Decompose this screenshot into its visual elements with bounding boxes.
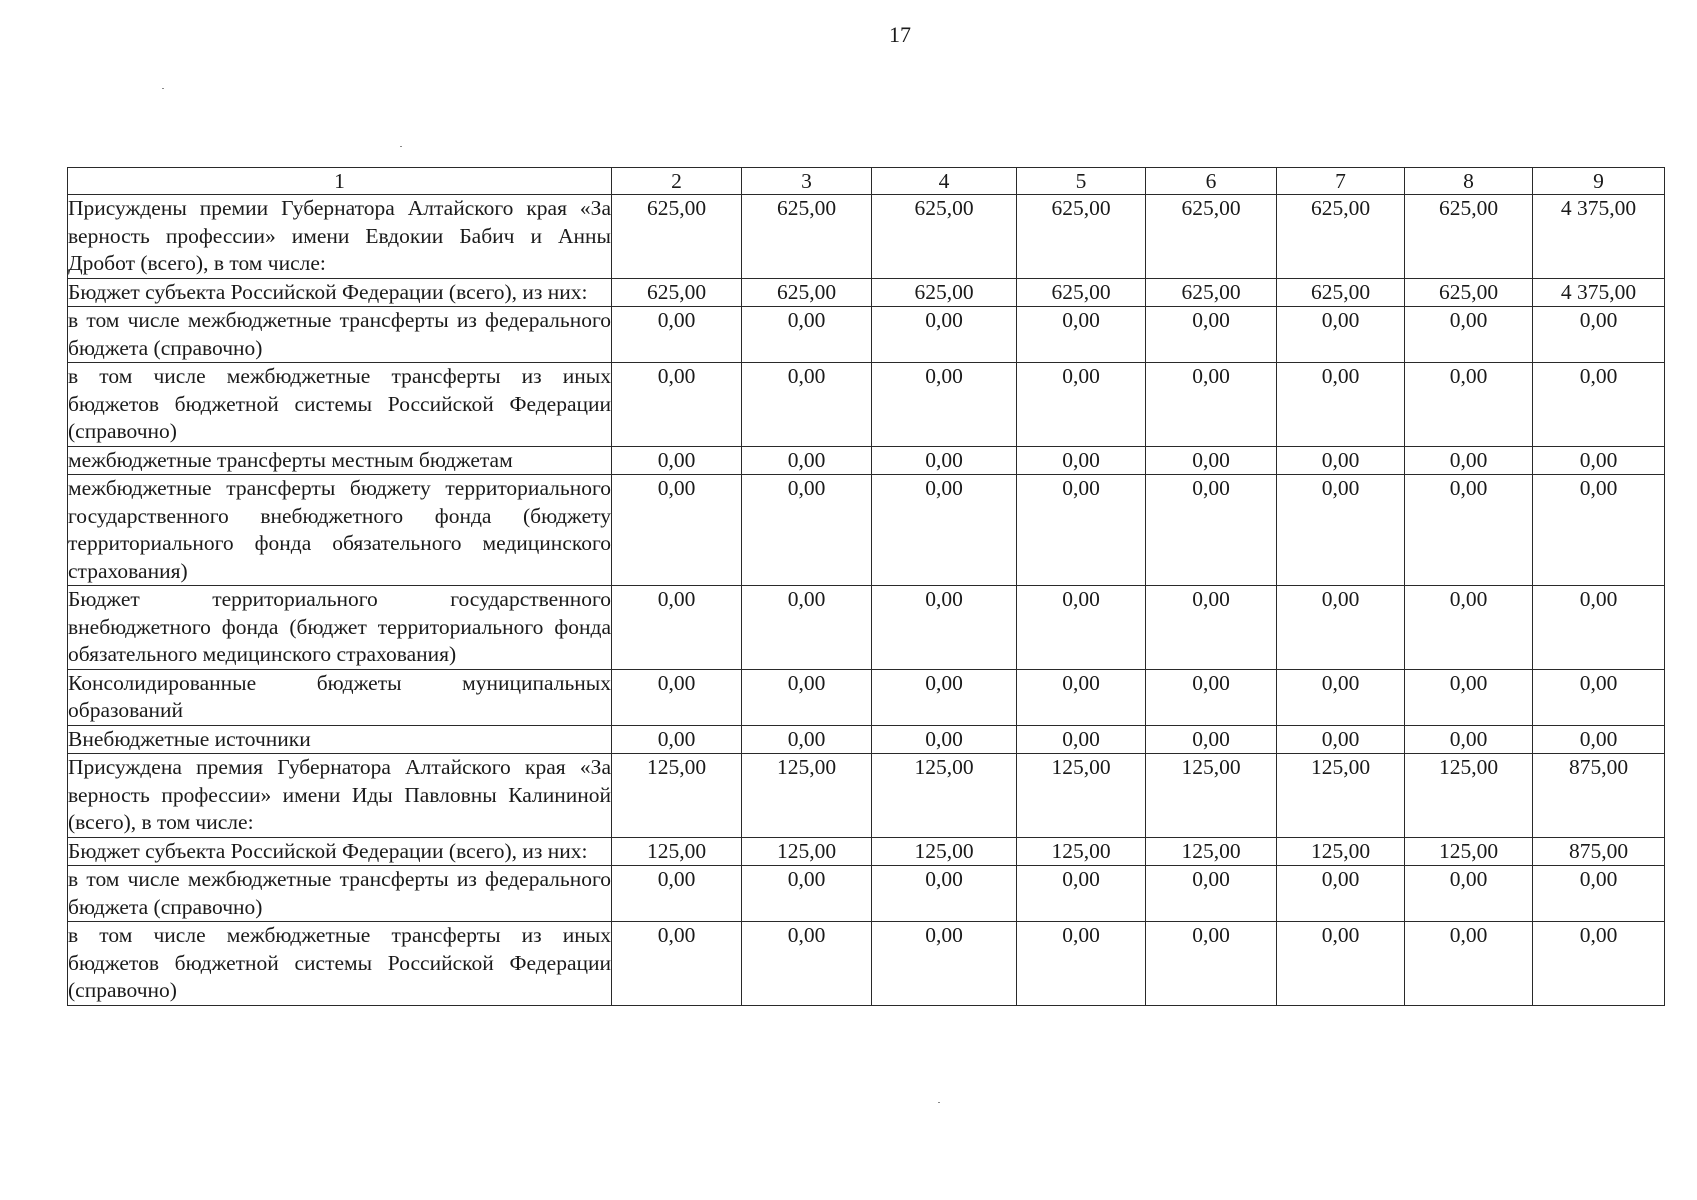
row-label: Внебюджетные источники [68,725,612,754]
row-value-cell: 625,00 [742,195,872,279]
row-total-cell: 0,00 [1533,475,1665,586]
row-value-cell: 0,00 [1277,586,1405,670]
row-value-cell: 0,00 [1405,922,1533,1006]
row-value-cell: 0,00 [1405,475,1533,586]
row-label: межбюджетные трансферты бюджету территориального государственного внебюджетного фонда (бюджету территориального фонда обязательного медицинского страхования) [68,475,612,586]
row-value-cell: 0,00 [1146,866,1277,922]
row-value-cell: 0,00 [872,475,1017,586]
row-value-cell: 625,00 [612,278,742,307]
row-label: межбюджетные трансферты местным бюджетам [68,446,612,475]
row-value-cell: 125,00 [612,754,742,838]
row-total-cell: 0,00 [1533,669,1665,725]
row-total-cell: 0,00 [1533,307,1665,363]
row-value-cell: 0,00 [1146,922,1277,1006]
row-total-cell: 0,00 [1533,363,1665,447]
row-value-cell: 625,00 [872,278,1017,307]
row-value-cell: 0,00 [612,669,742,725]
table-row [68,669,1665,725]
row-label: в том числе межбюджетные трансферты из федерального бюджета (справочно) [68,307,612,363]
table-row [68,837,1665,866]
row-value-cell: 0,00 [612,922,742,1006]
row-value-cell: 125,00 [742,754,872,838]
scan-speck [938,1102,940,1103]
row-value-cell: 0,00 [1017,475,1146,586]
scan-speck [162,88,164,89]
header-row [68,168,1665,195]
row-value-cell: 0,00 [742,363,872,447]
row-value-cell: 0,00 [1146,446,1277,475]
row-value-cell: 0,00 [1277,866,1405,922]
row-value-cell: 0,00 [1405,866,1533,922]
column-header-7: 7 [1277,168,1405,195]
row-label: Бюджет субъекта Российской Федерации (всего), из них: [68,278,612,307]
row-value-cell: 0,00 [872,586,1017,670]
row-value-cell: 0,00 [742,725,872,754]
row-value-cell: 0,00 [742,922,872,1006]
row-total-cell: 0,00 [1533,586,1665,670]
row-value-cell: 0,00 [612,866,742,922]
row-value-cell: 125,00 [1277,754,1405,838]
table-row [68,307,1665,363]
column-header-9: 9 [1533,168,1665,195]
column-header-3: 3 [742,168,872,195]
row-value-cell: 625,00 [1277,278,1405,307]
row-value-cell: 125,00 [872,754,1017,838]
row-value-cell: 625,00 [612,195,742,279]
row-value-cell: 0,00 [872,307,1017,363]
row-value-cell: 625,00 [1405,195,1533,279]
row-value-cell: 0,00 [612,307,742,363]
row-total-cell: 0,00 [1533,922,1665,1006]
row-value-cell: 0,00 [1405,725,1533,754]
row-value-cell: 0,00 [742,669,872,725]
row-total-cell: 4 375,00 [1533,195,1665,279]
budget-table [67,167,1665,1006]
row-value-cell: 125,00 [742,837,872,866]
row-value-cell: 0,00 [1405,669,1533,725]
row-value-cell: 0,00 [1277,363,1405,447]
row-value-cell: 0,00 [872,363,1017,447]
table-body [68,195,1665,1006]
row-value-cell: 0,00 [1146,363,1277,447]
row-value-cell: 0,00 [872,922,1017,1006]
row-value-cell: 0,00 [1405,446,1533,475]
row-label: Присуждены премии Губернатора Алтайского края «За верность профессии» имени Евдокии Бабич и Анны Дробот (всего), в том числе: [68,195,612,279]
table-row [68,446,1665,475]
row-label: в том числе межбюджетные трансферты из иных бюджетов бюджетной системы Российской Федерации (справочно) [68,363,612,447]
column-header-2: 2 [612,168,742,195]
row-value-cell: 0,00 [612,475,742,586]
row-value-cell: 125,00 [1017,754,1146,838]
row-value-cell: 0,00 [742,866,872,922]
row-value-cell: 0,00 [1017,363,1146,447]
row-value-cell: 0,00 [1146,475,1277,586]
row-value-cell: 125,00 [1146,837,1277,866]
row-value-cell: 625,00 [1405,278,1533,307]
row-value-cell: 625,00 [1277,195,1405,279]
table-row [68,922,1665,1006]
row-value-cell: 0,00 [1146,307,1277,363]
row-value-cell: 0,00 [1017,725,1146,754]
scan-speck [400,146,402,147]
row-value-cell: 0,00 [742,446,872,475]
row-value-cell: 125,00 [1017,837,1146,866]
row-value-cell: 125,00 [1277,837,1405,866]
row-value-cell: 125,00 [1146,754,1277,838]
row-total-cell: 0,00 [1533,866,1665,922]
row-value-cell: 0,00 [612,725,742,754]
table-row [68,754,1665,838]
row-label: в том числе межбюджетные трансферты из федерального бюджета (справочно) [68,866,612,922]
row-value-cell: 0,00 [742,307,872,363]
row-value-cell: 625,00 [1146,278,1277,307]
row-value-cell: 0,00 [1277,725,1405,754]
page-number: 17 [889,22,911,47]
row-total-cell: 0,00 [1533,725,1665,754]
row-value-cell: 0,00 [872,669,1017,725]
row-value-cell: 0,00 [872,446,1017,475]
row-value-cell: 0,00 [1277,446,1405,475]
row-value-cell: 0,00 [1017,866,1146,922]
row-value-cell: 625,00 [1017,278,1146,307]
row-value-cell: 0,00 [1017,446,1146,475]
row-value-cell: 0,00 [612,446,742,475]
row-label: Бюджет территориального государственного внебюджетного фонда (бюджет территориального фонда обязательного медицинского страхования) [68,586,612,670]
row-total-cell: 875,00 [1533,837,1665,866]
row-value-cell: 0,00 [1405,307,1533,363]
row-value-cell: 0,00 [612,586,742,670]
column-header-5: 5 [1017,168,1146,195]
table-row [68,725,1665,754]
row-value-cell: 625,00 [1146,195,1277,279]
row-value-cell: 0,00 [1017,669,1146,725]
row-value-cell: 0,00 [1277,669,1405,725]
column-header-4: 4 [872,168,1017,195]
row-value-cell: 0,00 [1017,922,1146,1006]
row-value-cell: 0,00 [1146,586,1277,670]
row-value-cell: 0,00 [742,586,872,670]
column-header-1: 1 [68,168,612,195]
table-row [68,363,1665,447]
row-value-cell: 0,00 [612,363,742,447]
row-value-cell: 0,00 [1405,363,1533,447]
row-label: в том числе межбюджетные трансферты из иных бюджетов бюджетной системы Российской Федерации (справочно) [68,922,612,1006]
table-row [68,586,1665,670]
row-total-cell: 875,00 [1533,754,1665,838]
row-value-cell: 125,00 [872,837,1017,866]
row-value-cell: 0,00 [872,866,1017,922]
row-value-cell: 0,00 [1017,586,1146,670]
table-row [68,278,1665,307]
row-value-cell: 625,00 [742,278,872,307]
row-value-cell: 0,00 [872,725,1017,754]
row-label: Присуждена премия Губернатора Алтайского края «За верность профессии» имени Иды Павловны Калининой (всего), в том числе: [68,754,612,838]
table-row [68,195,1665,279]
column-header-6: 6 [1146,168,1277,195]
row-value-cell: 625,00 [1017,195,1146,279]
row-value-cell: 0,00 [742,475,872,586]
row-value-cell: 0,00 [1146,669,1277,725]
row-value-cell: 0,00 [1405,586,1533,670]
row-value-cell: 0,00 [1277,922,1405,1006]
row-value-cell: 125,00 [612,837,742,866]
row-value-cell: 625,00 [872,195,1017,279]
row-value-cell: 0,00 [1277,307,1405,363]
row-value-cell: 125,00 [1405,837,1533,866]
table-row [68,475,1665,586]
row-value-cell: 125,00 [1405,754,1533,838]
row-value-cell: 0,00 [1146,725,1277,754]
row-total-cell: 4 375,00 [1533,278,1665,307]
column-header-8: 8 [1405,168,1533,195]
row-total-cell: 0,00 [1533,446,1665,475]
row-value-cell: 0,00 [1017,307,1146,363]
row-label: Бюджет субъекта Российской Федерации (всего), из них: [68,837,612,866]
table-row [68,866,1665,922]
row-value-cell: 0,00 [1277,475,1405,586]
row-label: Консолидированные бюджеты муниципальных образований [68,669,612,725]
